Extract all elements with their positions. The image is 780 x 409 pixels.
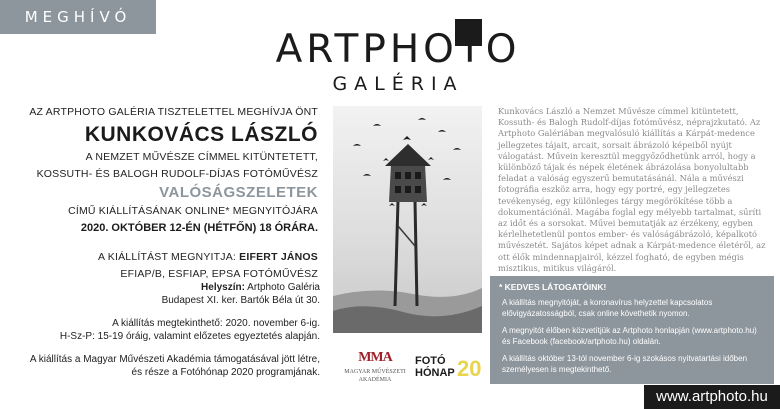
visit-line-2: H-Sz-P: 15-19 óráig, valamint előzetes egyeztetés alapján.	[59, 331, 320, 342]
event-date: 2020. OKTÓBER 12-ÉN (HÉTFŐN) 18 ÓRÁRA.	[80, 222, 318, 234]
fotohonap-logo	[415, 355, 485, 385]
mma-logo-line-2: AKADÉMIA	[358, 377, 392, 383]
invite-line: AZ ARTPHOTO GALÉRIA TISZTELETTEL MEGHÍVJA ÖNT	[29, 106, 318, 118]
visit-line-1: A kiállítás megtekinthető: 2020. november 6-ig.	[112, 318, 320, 329]
opener-prefix: A KIÁLLÍTÁST MEGNYITJA:	[98, 251, 240, 263]
exhibition-line: CÍMŰ KIÁLLÍTÁSÁNAK ONLINE* MEGNYITÓJÁRA	[68, 205, 318, 217]
notice-title: * KEDVES LÁTOGATÓINK!	[499, 282, 607, 292]
invitation-text	[0, 106, 318, 280]
mma-logo-line-1: MAGYAR MŰVÉSZETI	[344, 369, 406, 375]
venue-label: Helyszín:	[201, 282, 245, 293]
exhibition-title: VALÓSÁGSZELETEK	[159, 184, 318, 201]
logo-title: ARTPHOTO	[275, 27, 521, 72]
support-line-2: és része a Fotóhónap 2020 programjának.	[131, 367, 320, 378]
invitation-badge: MEGHÍVÓ	[0, 0, 156, 34]
venue-address: Budapest XI. ker. Bartók Béla út 30.	[161, 295, 320, 306]
notice-paragraph-2: A megnyitót élőben közvetítjük az Artphoto honlapján (www.artphoto.hu) és Facebook (facebook/artphoto.hu) oldalán.	[502, 326, 757, 346]
artist-biography	[498, 106, 770, 274]
opener-titles: EFIAP/B, ESFIAP, EPSA FOTÓMŰVÉSZ	[120, 268, 318, 280]
logo-subtitle: GALÉRIA	[332, 73, 464, 95]
venue-name: Artphoto Galéria	[244, 282, 320, 293]
visitor-notice	[490, 276, 774, 384]
website-link[interactable]: www.artphoto.hu	[644, 385, 780, 409]
venue-line	[201, 282, 320, 293]
mma-logo	[340, 350, 410, 390]
mma-logo-mark: MMA	[358, 350, 392, 365]
artist-title-line: A NEMZET MŰVÉSZE CÍMMEL KITÜNTETETT,	[85, 151, 318, 163]
opener-name: EIFERT JÁNOS	[239, 251, 318, 263]
artist-name: KUNKOVÁCS LÁSZLÓ	[84, 123, 318, 146]
notice-paragraph-1: A kiállítás megnyitóját, a koronavírus helyzettel kapcsolatos elővigyázatosságból, csak online követhetik nyomon.	[502, 298, 713, 318]
notice-paragraph-3: A kiállítás október 13-tól november 6-ig szokásos nyitvatartási időben személyesen is megtekinthető.	[502, 354, 748, 374]
biography-text: Kunkovács László a Nemzet Művésze címmel kitüntetett, Kossuth- és Balogh Rudolf-díjas fotóművész, néprajzkutató. Az Artphoto Galériában megvalósuló kiállítás a Kárpát-medence jellegzetes tájait, arcait, sorsait ábrázoló képeiből nyújt válogatást. Művein keresztül meggyőződhetünk arról, hogy a különböző tájak és népek életének ábrázolása bonyolultabb feladat a valóság egyszerű bemutatásánál. Nála a művészi fotográfia eszköz arra, hogy egy portré, egy jellegzetes tevékenység, egy különleges tárgy megörökítése több a dokumentációnál. Magába foglal egy mélyebb tartalmat, sűríti az időt és a sorsokat. Művei bemutatják az érzékeny, egyben kérlelhetetlenül pontos ember- és valóságábrázoló, képalkotó művészetét. Sajátos képet adnak a Kárpát-medence életéről, az ott élők mindennapjairól, kézzel fogható, de egyben mégis misztikus, mitikus világáról.	[498, 106, 766, 273]
opener-line	[0, 251, 318, 263]
dovecote-photo	[333, 106, 482, 333]
fotohonap-line-1: FOTÓ	[415, 355, 446, 367]
artist-awards-line: KOSSUTH- ÉS BALOGH RUDOLF-DÍJAS FOTÓMŰVÉSZ	[36, 168, 318, 180]
support-line-1: A kiállítás a Magyar Művészeti Akadémia támogatásával jött létre,	[29, 354, 320, 365]
dovecote-photo-image	[333, 106, 482, 333]
fotohonap-line-2: HÓNAP	[415, 367, 455, 379]
fotohonap-year: 20	[457, 356, 482, 381]
